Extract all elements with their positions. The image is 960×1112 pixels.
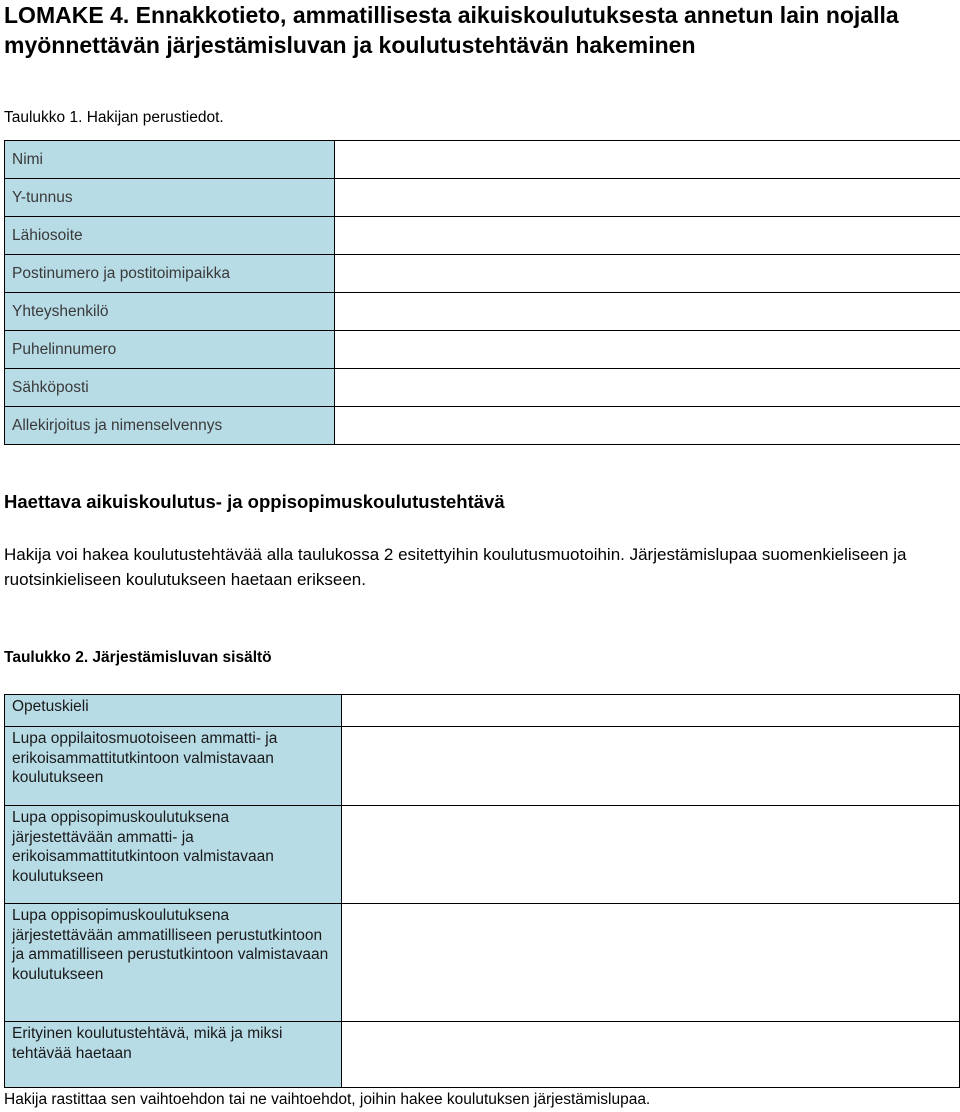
table-row [5, 727, 960, 806]
table1-caption: Taulukko 1. Hakijan perustiedot. [4, 109, 224, 126]
field-label-street-address: Lähiosoite [5, 217, 335, 255]
field-label-apprenticeship-basic: Lupa oppisopimuskoulutuksena järjestettävään ammatilliseen perustutkintoon ja ammatilliseen perustutkintoon valmistavaan koulutukseen [5, 904, 342, 1022]
table-row [5, 255, 960, 293]
footer-note: Hakija rastittaa sen vaihtoehdon tai ne vaihtoehdot, joihin hakee koulutuksen järjestämislupaa. [4, 1091, 651, 1108]
table-row [5, 331, 960, 369]
field-label-contact-person: Yhteyshenkilö [5, 293, 335, 331]
form-title: LOMAKE 4. Ennakkotieto, ammatillisesta aikuiskoulutuksesta annetun lain nojalla myönnettävän järjestämisluvan ja koulutustehtävän hakeminen [4, 2, 899, 58]
field-label-teaching-language: Opetuskieli [5, 695, 342, 727]
section-paragraph: Hakija voi hakea koulutustehtävää alla taulukossa 2 esitettyihin koulutusmuotoihin. Järjestämislupaa suomenkieliseen ja ruotsinkieliseen koulutukseen haetaan erikseen. [4, 545, 907, 589]
table-row [5, 1022, 960, 1088]
field-value-apprenticeship-vocational[interactable] [342, 806, 960, 904]
field-value-contact-person[interactable] [335, 293, 960, 331]
field-value-email[interactable] [335, 369, 960, 407]
table-row [5, 806, 960, 904]
field-value-institution-training[interactable] [342, 727, 960, 806]
license-content-table [4, 694, 960, 1088]
table-row [5, 293, 960, 331]
table-row [5, 179, 960, 217]
field-label-apprenticeship-vocational: Lupa oppisopimuskoulutuksena järjestettävään ammatti- ja erikoisammattitutkintoon valmistavaan koulutukseen [5, 806, 342, 904]
field-value-special-task[interactable] [342, 1022, 960, 1088]
field-label-phone: Puhelinnumero [5, 331, 335, 369]
field-value-signature[interactable] [335, 407, 960, 445]
field-value-name[interactable] [335, 141, 960, 179]
field-value-postal-code[interactable] [335, 255, 960, 293]
field-label-institution-training: Lupa oppilaitosmuotoiseen ammatti- ja erikoisammattitutkintoon valmistavaan koulutukseen [5, 727, 342, 806]
field-label-name: Nimi [5, 141, 335, 179]
section-heading: Haettava aikuiskoulutus- ja oppisopimuskoulutustehtävä [4, 491, 505, 512]
field-label-postal-code: Postinumero ja postitoimipaikka [5, 255, 335, 293]
field-value-street-address[interactable] [335, 217, 960, 255]
field-label-email: Sähköposti [5, 369, 335, 407]
table-row [5, 695, 960, 727]
table-row [5, 407, 960, 445]
field-value-apprenticeship-basic[interactable] [342, 904, 960, 1022]
field-label-business-id: Y-tunnus [5, 179, 335, 217]
table-row [5, 217, 960, 255]
basic-info-table [4, 140, 960, 445]
field-value-teaching-language[interactable] [342, 695, 960, 727]
table2-caption: Taulukko 2. Järjestämisluvan sisältö [4, 649, 272, 666]
field-label-special-task: Erityinen koulutustehtävä, mikä ja miksi tehtävää haetaan [5, 1022, 342, 1088]
table-row [5, 369, 960, 407]
table-row [5, 141, 960, 179]
field-value-phone[interactable] [335, 331, 960, 369]
field-value-business-id[interactable] [335, 179, 960, 217]
table-row [5, 904, 960, 1022]
field-label-signature: Allekirjoitus ja nimenselvennys [5, 407, 335, 445]
